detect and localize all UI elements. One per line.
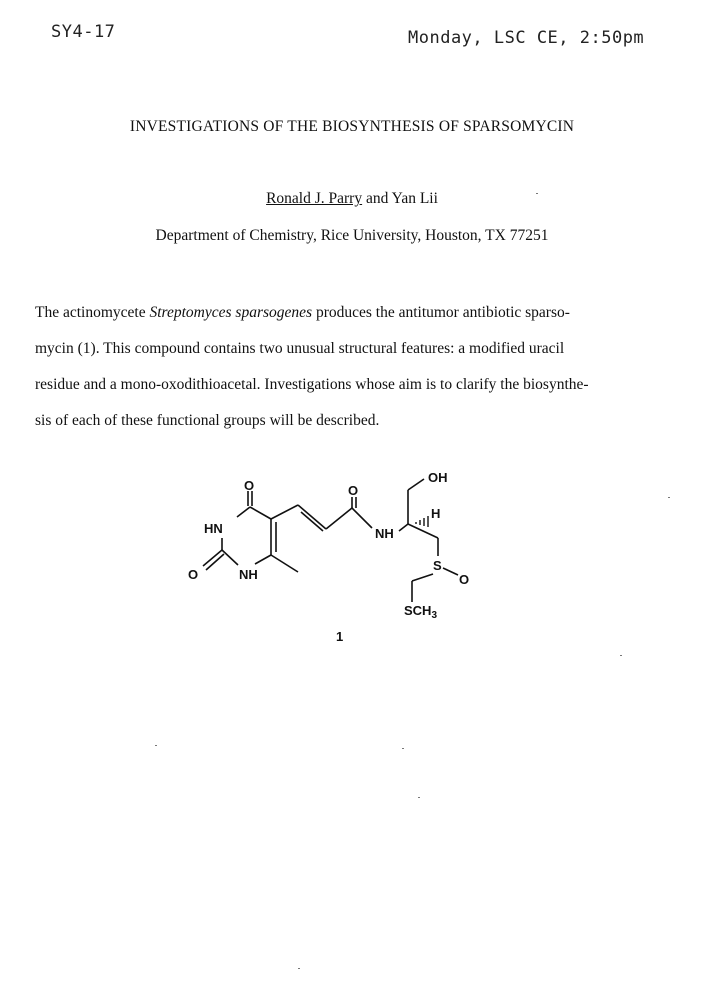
atom-h: H xyxy=(431,506,441,521)
authors xyxy=(0,190,704,208)
atom-s: S xyxy=(433,558,442,573)
compound-number: 1 xyxy=(336,629,344,644)
affiliation: Department of Chemistry, Rice University, Houston, TX 77251 xyxy=(155,227,549,244)
atom-hn: HN xyxy=(204,521,223,536)
session-info: Monday, LSC CE, 2:50pm xyxy=(408,28,645,48)
organism-name: Streptomyces sparsogenes xyxy=(149,304,313,321)
atom-o-sulfoxide: O xyxy=(459,572,470,587)
scan-speck xyxy=(298,968,300,969)
atom-nh-ring: NH xyxy=(239,567,258,582)
scan-speck xyxy=(402,748,404,749)
abstract-line-2: mycin (1). This compound contains two unusual structural features: a modified uracil xyxy=(35,340,565,357)
atom-sch3: $SCH_3$ xyxy=(404,603,438,621)
scan-speck xyxy=(418,797,420,798)
author-connector: and xyxy=(362,190,392,207)
abstract-line-4: sis of each of these functional groups will be described. xyxy=(35,412,380,429)
atom-oh: OH xyxy=(428,470,448,485)
scan-speck xyxy=(536,193,538,194)
stereo-hash xyxy=(416,516,428,527)
atom-o-left: O xyxy=(188,567,199,582)
paper-title: INVESTIGATIONS OF THE BIOSYNTHESIS OF SPARSOMYCIN xyxy=(129,118,575,135)
atom-o-top: O xyxy=(244,478,255,493)
abstract-line-3: residue and a mono-oxodithioacetal. Investigations whose aim is to clarify the biosynthe- xyxy=(35,376,589,393)
atom-o-amide: O xyxy=(348,483,359,498)
structure-bonds xyxy=(203,479,458,602)
atom-nh-amide: NH xyxy=(375,526,394,541)
author-secondary: Yan Lii xyxy=(391,190,438,207)
abstract-code: SY4-17 xyxy=(51,22,116,42)
sparsomycin-structure xyxy=(180,462,500,652)
author-primary: Ronald J. Parry xyxy=(266,190,363,207)
abstract-body xyxy=(35,295,675,439)
scan-speck xyxy=(155,745,157,746)
abstract-line-1: The actinomycete Streptomyces sparsogenes produces the antitumor antibiotic sparso- xyxy=(35,304,570,321)
scan-speck xyxy=(620,655,622,656)
scan-speck xyxy=(668,497,670,498)
